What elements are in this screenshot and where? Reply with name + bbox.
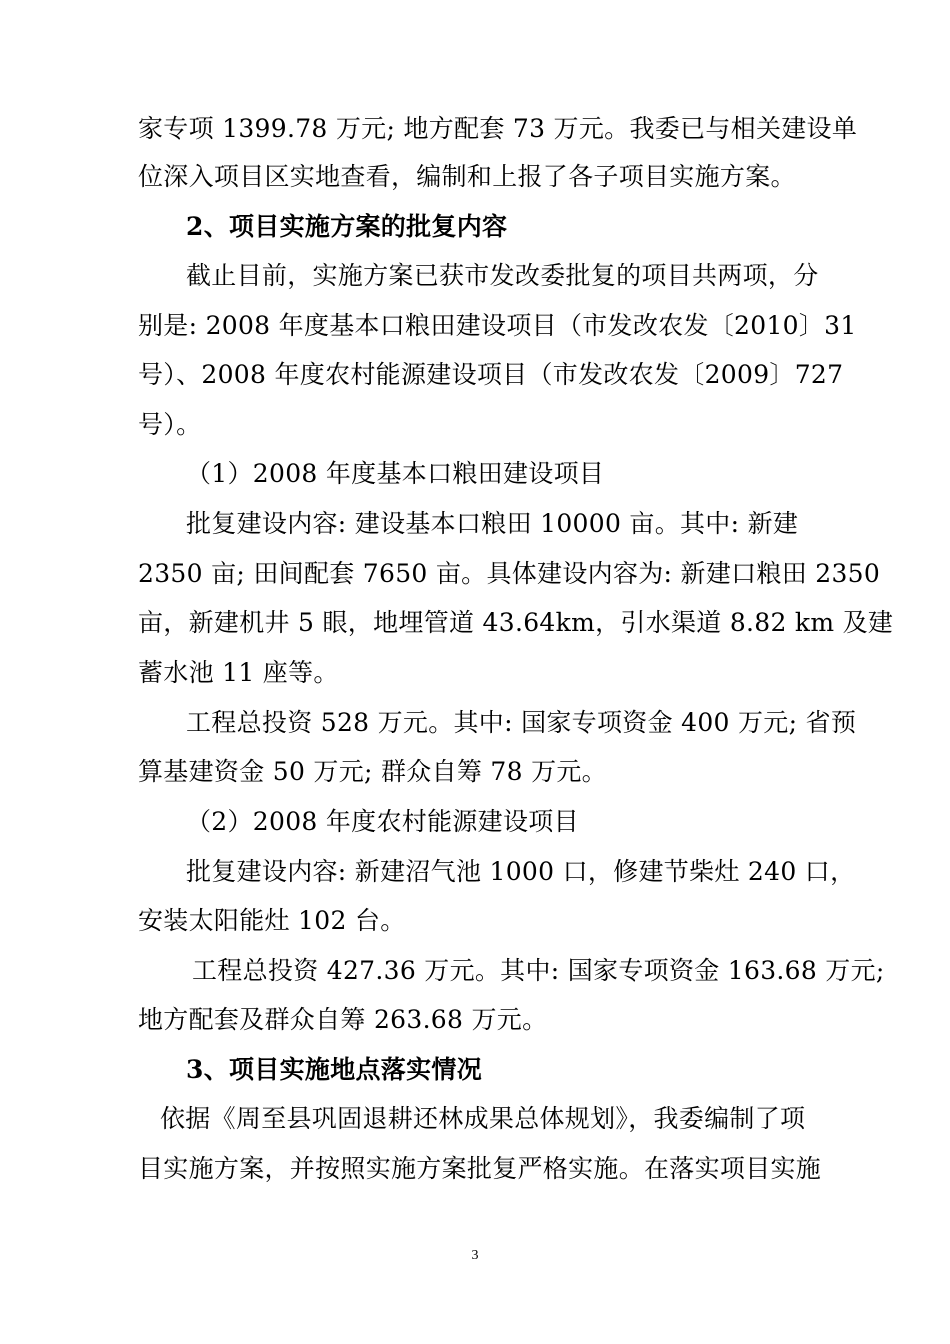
body-text-line: 家专项 1399.78 万元; 地方配套 73 万元。我委已与相关建设单 [138,114,858,143]
body-text-line: 安装太阳能灶 102 台。 [138,906,406,935]
section-heading: 2、项目实施方案的批复内容 [186,212,508,241]
subsection-heading: （2）2008 年度农村能源建设项目 [186,807,579,836]
body-text-line: 批复建设内容: 建设基本口粮田 10000 亩。其中: 新建 [186,509,799,538]
page-number: 3 [471,1248,479,1263]
body-text-line: 号）。 [138,410,202,439]
body-text-line: 地方配套及群众自筹 263.68 万元。 [138,1005,548,1034]
body-text-line: 亩，新建机井 5 眼，地埋管道 43.64km，引水渠道 8.82 km 及建 [138,608,894,637]
body-text-line: 算基建资金 50 万元; 群众自筹 78 万元。 [138,757,607,786]
body-text-line: 工程总投资 528 万元。其中: 国家专项资金 400 万元; 省预 [186,708,857,737]
body-text-line: 截止目前，实施方案已获市发改委批复的项目共两项，分 [186,261,819,290]
body-text-line: 号）、2008 年度农村能源建设项目（市发改农发〔2009〕727 [138,360,844,389]
body-text-line: 批复建设内容: 新建沼气池 1000 口，修建节柴灶 240 口， [186,857,856,886]
body-text-line: 2350 亩; 田间配套 7650 亩。具体建设内容为: 新建口粮田 2350 [138,559,881,588]
body-text-line: 蓄水池 11 座等。 [138,658,339,687]
section-heading: 3、项目实施地点落实情况 [186,1055,482,1084]
body-text-line: 位深入项目区实地查看，编制和上报了各子项目实施方案。 [138,162,796,191]
body-text-line: 依据《周至县巩固退耕还林成果总体规划》，我委编制了项 [160,1104,806,1133]
body-text-line: 目实施方案，并按照实施方案批复严格实施。在落实项目实施 [138,1154,822,1183]
body-text-line: 别是: 2008 年度基本口粮田建设项目（市发改农发〔2010〕31 [138,311,857,340]
subsection-heading: （1）2008 年度基本口粮田建设项目 [186,459,605,488]
body-text-line: 工程总投资 427.36 万元。其中: 国家专项资金 163.68 万元; [192,956,885,985]
